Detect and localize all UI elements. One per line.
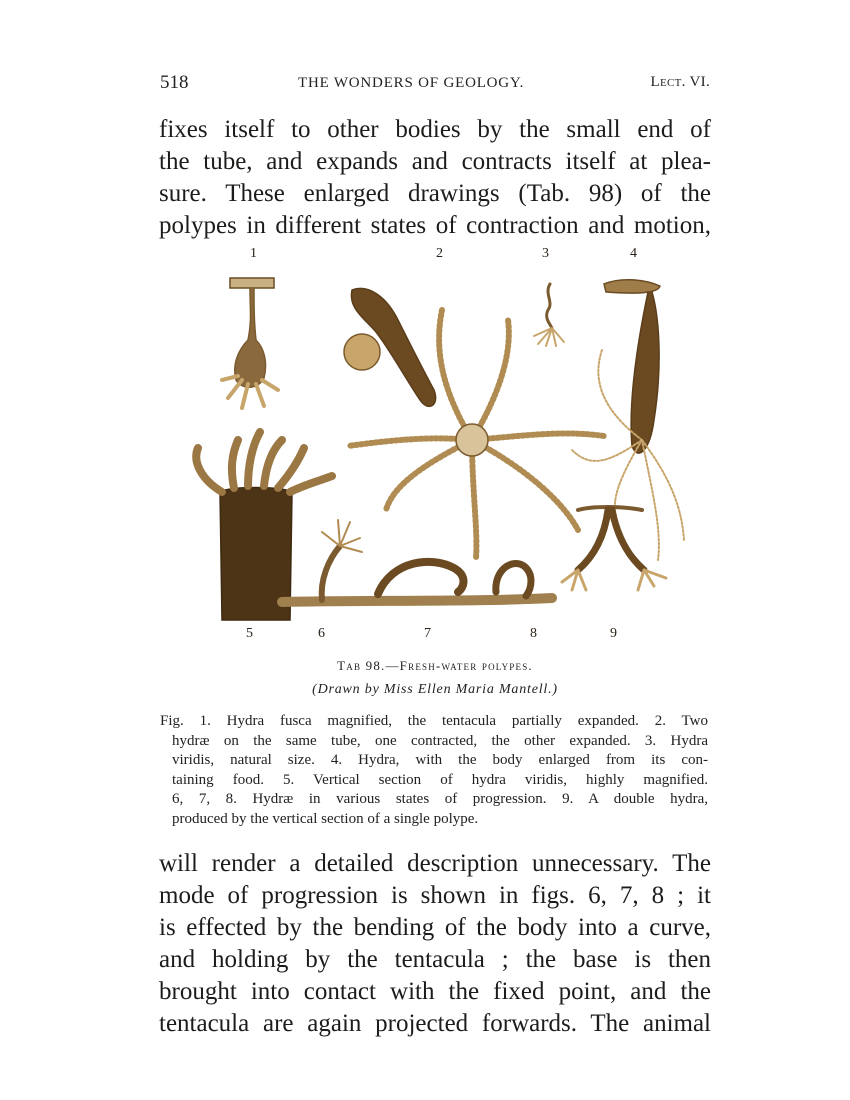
paragraph-top (159, 114, 711, 242)
text-line: and holding by the tentacula ; the base is then (159, 946, 711, 973)
caption-line: 6, 7, 8. Hydræ in various states of progression. 9. A double hydra, (172, 791, 708, 807)
plate-credit: (Drawn by Miss Ellen Maria Mantell.) (312, 682, 558, 697)
page-number: 518 (160, 72, 189, 93)
fig2-center (456, 424, 488, 456)
figure-label: 4 (630, 246, 637, 261)
fig1-tube (230, 278, 274, 288)
text-line: mode of progression is shown in figs. 6, 7, 8 ; it (159, 882, 711, 909)
caption-line: hydræ on the same tube, one contracted, the other expanded. 3. Hydra (172, 732, 708, 749)
figure-label: 9 (610, 626, 617, 641)
figure-label: 6 (318, 626, 325, 641)
fig4-tube (604, 280, 660, 293)
running-title: THE WONDERS OF GEOLOGY. (298, 75, 525, 91)
caption-line: viridis, natural size. 4. Hydra, with the body enlarged from its con- (172, 752, 708, 768)
text-line: brought into contact with the fixed point, and the (159, 978, 711, 1005)
figure-label: 5 (246, 626, 253, 641)
caption-line: taining food. 5. Vertical section of hydra viridis, highly magnified. (172, 771, 708, 788)
text-line: will render a detailed description unnecessary. The (159, 850, 711, 877)
caption-line: produced by the vertical section of a single polype. (172, 810, 479, 827)
text-line: sure. These enlarged drawings (Tab. 98) of the (159, 180, 711, 207)
figure-label: 1 (250, 246, 257, 261)
text-line: the tube, and expands and contracts itself at plea- (159, 148, 711, 175)
fig9-body (578, 510, 644, 570)
fig1-body (235, 288, 266, 387)
caption-line: Fig. 1. Hydra fusca magnified, the tentacula partially expanded. 2. Two (160, 713, 708, 729)
running-header (160, 72, 710, 96)
text-line: fixes itself to other bodies by the small end of (159, 116, 711, 143)
figure-caption (160, 712, 708, 829)
fig7-body (378, 562, 464, 594)
figure-label: 8 (530, 626, 537, 641)
figure-label: 3 (542, 246, 549, 261)
text-line: polypes in different states of contraction and motion, (159, 212, 711, 239)
text-line: tentacula are again projected forwards. The animal (159, 1010, 711, 1037)
fig2-bud (344, 334, 380, 370)
fig3-body (547, 284, 552, 328)
figure-label: 7 (424, 626, 431, 641)
fig8-body (496, 564, 531, 596)
polyp-illustration (172, 240, 702, 650)
plate-title: Tab 98.—Fresh-water polypes. (337, 658, 533, 673)
hydra-engraving (172, 240, 702, 650)
fig6-body (322, 546, 340, 600)
text-line: is effected by the bending of the body into a curve, (159, 914, 711, 941)
fig4-body (631, 292, 659, 453)
lecture-number: Lect. VI. (650, 74, 710, 90)
paragraph-bottom (159, 848, 711, 1040)
figure-label: 2 (436, 246, 443, 261)
